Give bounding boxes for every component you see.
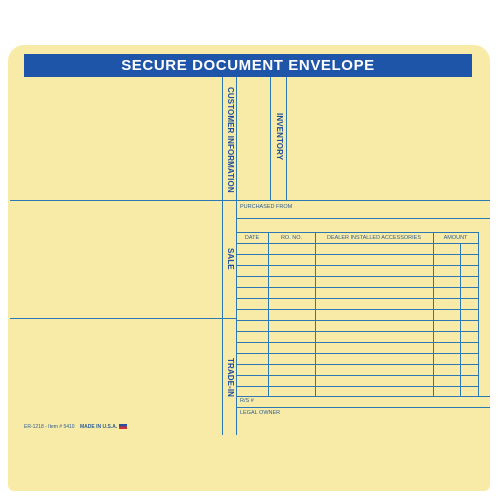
table-row-line (236, 364, 478, 365)
table-row-line (236, 331, 478, 332)
label-inventory: INVENTORY (275, 113, 284, 161)
label-trade-in: TRADE-IN (226, 358, 235, 398)
divider-section-trade-in (10, 318, 237, 319)
table-row-line (236, 353, 478, 354)
envelope-title: SECURE DOCUMENT ENVELOPE (24, 54, 472, 77)
table-row-line (236, 375, 478, 376)
col-header-date: DATE (244, 235, 260, 241)
table-row-line (236, 276, 478, 277)
divider-inventory-right (286, 77, 287, 200)
table-row-line (236, 287, 478, 288)
label-customer-information: CUSTOMER INFORMATION (226, 87, 235, 193)
table-row-line (236, 298, 478, 299)
label-sale: SALE (226, 248, 235, 270)
field-purchased-from: PURCHASED FROM (240, 204, 293, 210)
purchased-from-line (236, 218, 490, 219)
table-right-border (478, 232, 479, 396)
table-header-border (236, 243, 478, 244)
field-rs-number: R/S # (240, 398, 254, 404)
flag-icon (119, 424, 127, 429)
table-row-line (236, 320, 478, 321)
col-header-ro-no: RO. NO. (280, 235, 303, 241)
table-col-divider-1 (268, 232, 269, 396)
table-row-line (236, 309, 478, 310)
rs-line (236, 407, 490, 408)
divider-main-vertical (222, 77, 223, 435)
table-top-border (236, 232, 478, 233)
col-header-amount: AMOUNT (443, 235, 468, 241)
field-legal-owner: LEGAL OWNER (240, 410, 281, 416)
footer-made-in (80, 424, 127, 430)
table-row-line (236, 265, 478, 266)
table-col-divider-2 (315, 232, 316, 396)
divider-section-sale (10, 200, 490, 201)
table-row-line (236, 342, 478, 343)
col-header-accessories: DEALER INSTALLED ACCESSORIES (326, 235, 422, 241)
divider-form-left (236, 77, 237, 435)
footer-form-id: ER-1218 - Item # 5410 (24, 424, 75, 430)
table-row-line (236, 386, 478, 387)
table-bottom-border (236, 396, 490, 397)
made-in-label: MADE IN U.S.A. (80, 424, 118, 430)
table-row-line (236, 254, 478, 255)
table-col-divider-3 (433, 232, 434, 396)
divider-inventory-left (270, 77, 271, 200)
